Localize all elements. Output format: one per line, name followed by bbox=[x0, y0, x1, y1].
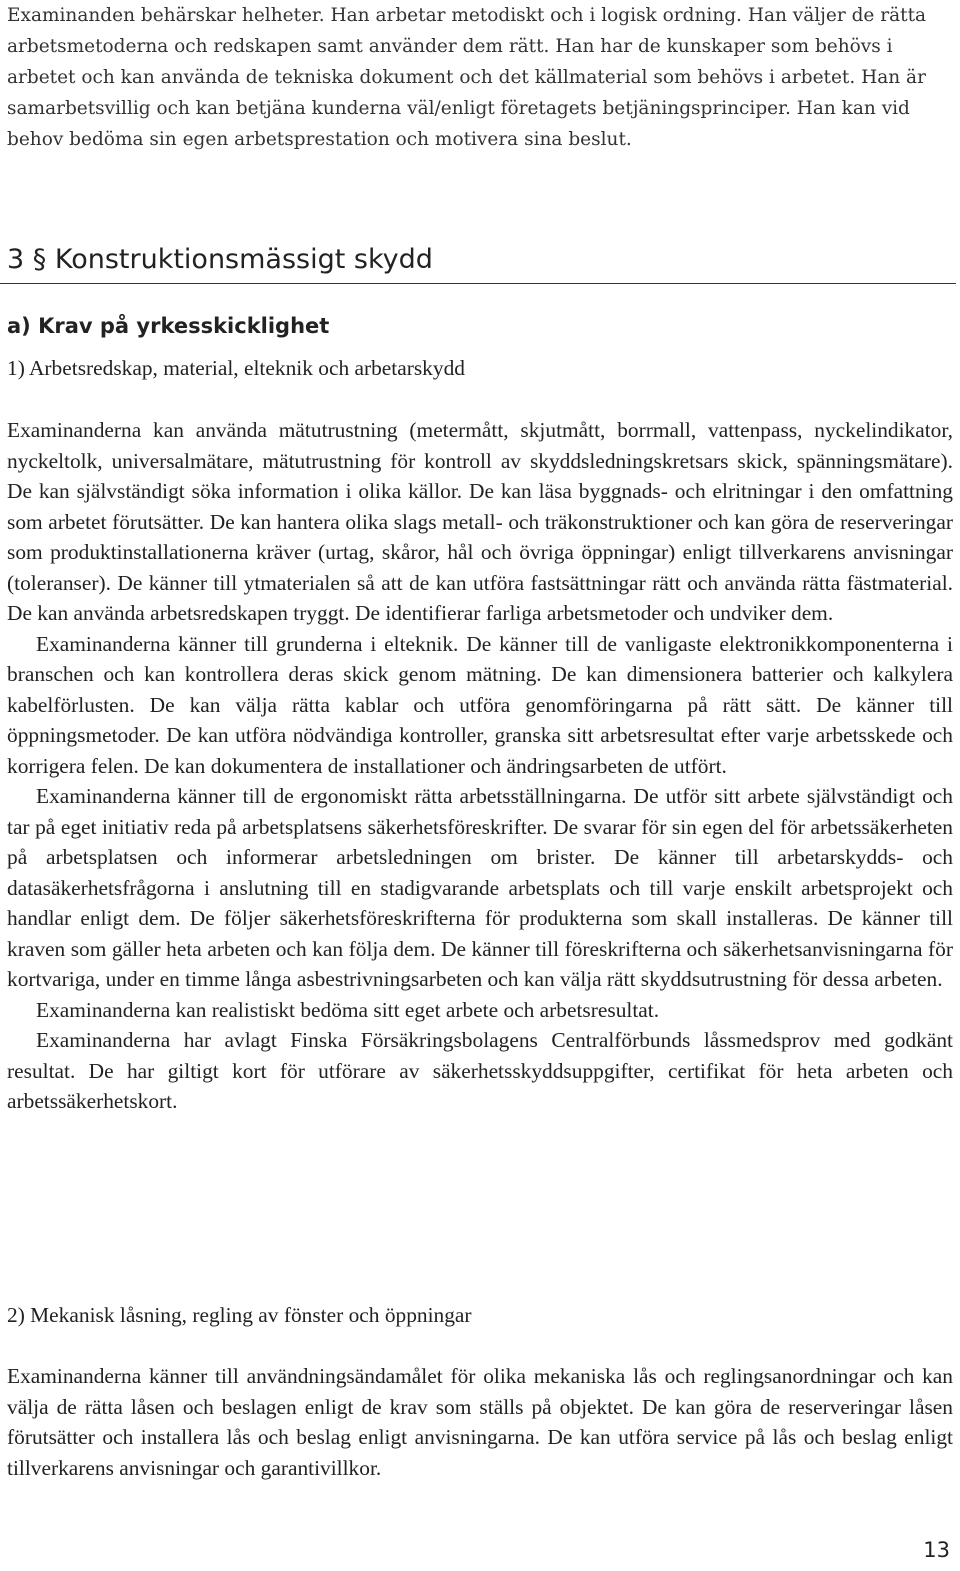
item2-title: 2) Mekanisk låsning, regling av fönster och öppningar bbox=[7, 1303, 472, 1327]
item2-paragraph: Examinanderna känner till användningsändamålet för olika mekaniska lås och reglingsanordningar och kan välja de rätta låsen och beslagen enligt de krav som ställs på objektet. De kan göra de reserveringar låsen förutsätter och installera lås och beslag enligt anvisningarna. De kan utföra service på lås och beslag enligt tillverkarens anvisningar och garantivillkor. bbox=[7, 1364, 953, 1480]
item1-title: 1) Arbetsredskap, material, elteknik och arbetarskydd bbox=[7, 356, 465, 380]
item1-body bbox=[7, 415, 953, 1117]
subsection-heading: a) Krav på yrkesskicklighet bbox=[7, 314, 330, 338]
item1-paragraph: Examinanderna kan använda mätutrustning (metermått, skjutmått, borrmall, vattenpass, nyckelindikator, nyckeltolk, universalmätare, mätutrustning för kontroll av skyddsledningskretsars skick, spänningsmätare). De kan självständigt söka information i olika källor. De kan läsa byggnads- och elritningar i den omfattning som arbetet förutsätter. De kan hantera olika slags metall- och träkonstruktioner och kan göra de reserveringar som produktinstallationerna kräver (urtag, skåror, hål och övriga öppningar) enligt tillverkarens anvisningar (toleranser). De känner till ytmaterialen så att de kan utföra fastsättningar rätt och använda rätta fästmaterial. De kan använda arbetsredskapen tryggt. De identifierar farliga arbetsmetoder och undviker dem. bbox=[7, 418, 953, 625]
item1-paragraph: Examinanderna har avlagt Finska Försäkringsbolagens Centralförbunds låssmedsprov med godkänt resultat. De har giltigt kort för utförare av säkerhetsskyddsuppgifter, certifikat för heta arbeten och arbetssäkerhetskort. bbox=[7, 1028, 953, 1113]
item1-paragraph: Examinanderna kan realistiskt bedöma sitt eget arbete och arbetsresultat. bbox=[36, 997, 660, 1022]
page-number: 13 bbox=[923, 1538, 950, 1562]
item1-paragraph: Examinanderna känner till de ergonomiskt rätta arbetsställningarna. De utför sitt arbete självständigt och tar på eget initiativ reda på arbetsplatsens säkerhetsföreskrifter. De svarar för sin egen del för arbetssäkerheten på arbetsplatsen och informerar arbetsledningen om brister. De känner till arbetarskydds- och datasäkerhetsfrågorna i anslutning till en stadigvarande arbetsplats och till varje enskilt arbetsprojekt och handlar enligt dem. De följer säkerhetsföreskrifterna för produkterna som skall installeras. De känner till kraven som gäller heta arbeten och kan följa dem. De känner till föreskrifterna och säkerhetsanvisningarna för kortvariga, under en timme långa asbestrivningsarbeten och kan välja rätt skyddsutrustning för dessa arbeten. bbox=[7, 784, 953, 991]
section-heading: 3 § Konstruktionsmässigt skydd bbox=[7, 244, 433, 275]
intro-paragraph bbox=[7, 0, 953, 155]
intro-text: Examinanden behärskar helheter. Han arbetar metodiskt och i logisk ordning. Han väljer de rätta arbetsmetoderna och redskapen samt använder dem rätt. Han har de kunskaper som behövs i arbetet och kan använda de tekniska dokument och det källmaterial som behövs i arbetet. Han är samarbetsvillig och kan betjäna kunderna väl/enligt företagets betjäningsprinciper. Han kan vid behov bedöma sin egen arbetsprestation och motivera sina beslut. bbox=[7, 5, 927, 150]
item2-body bbox=[7, 1361, 953, 1483]
item1-paragraph: Examinanderna känner till grunderna i elteknik. De känner till de vanligaste elektronikkomponenterna i branschen och kan kontrollera deras skick genom mätning. De kan dimensionera batterier och kalkylera kabelförlusten. De kan välja rätta kablar och utföra genomföringarna på rätt sätt. De känner till öppningsmetoder. De kan utföra nödvändiga kontroller, granska sitt arbetsresultat efter varje arbetsskede och korrigera felen. De kan dokumentera de installationer och ändringsarbeten de utfört. bbox=[7, 631, 953, 778]
heading-divider bbox=[0, 283, 956, 284]
